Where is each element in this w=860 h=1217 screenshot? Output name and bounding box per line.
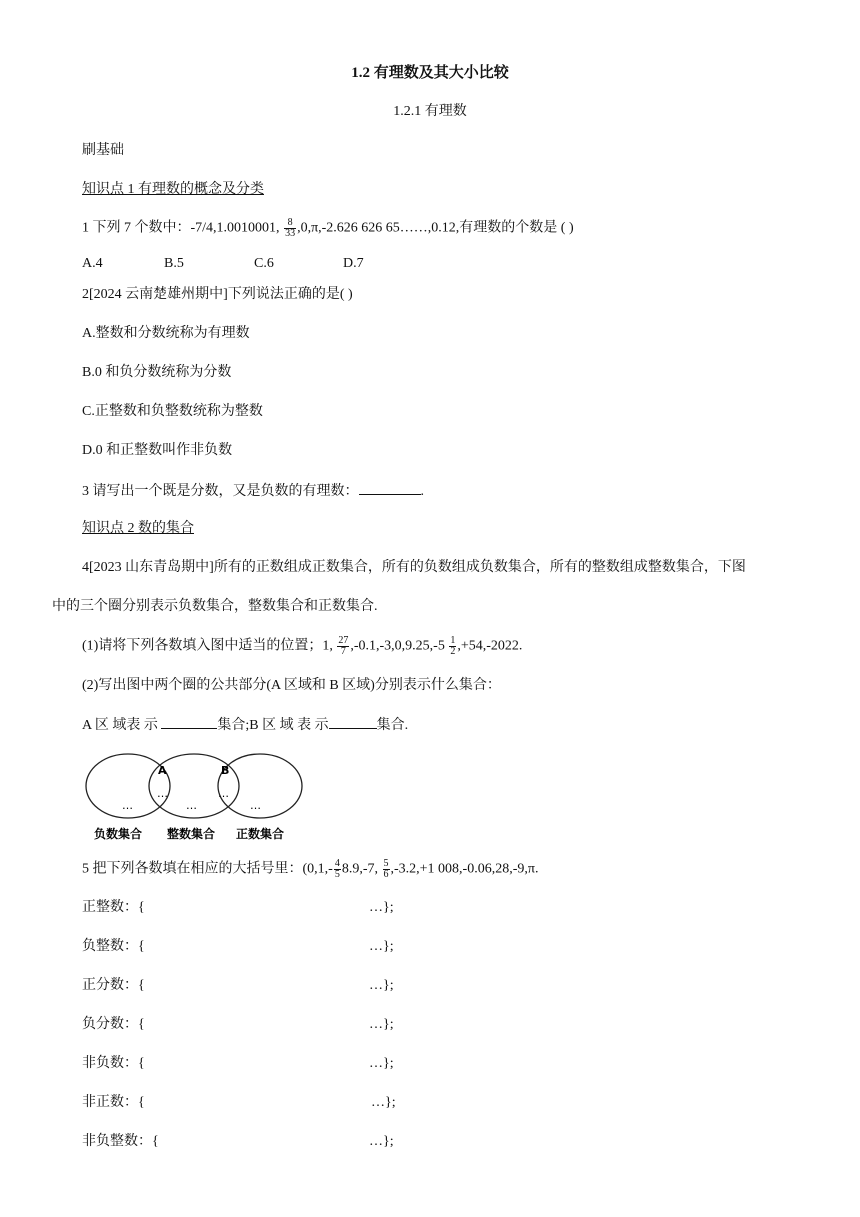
- question-4-stem-line1: 4[2023 山东青岛期中]所有的正数组成正数集合，所有的负数组成负数集合，所有的整数组成整数集合，下图: [82, 560, 746, 575]
- part-1-prefix: (1)请将下列各数填入图中适当的位置；1,: [82, 638, 333, 654]
- question-2-option-a: A.整数和分数统称为有理数: [82, 326, 250, 341]
- set-row-positive-fraction: [82, 977, 412, 995]
- question-2-option-d: D.0 和正整数叫作非负数: [82, 443, 233, 458]
- question-4-part-2: (2)写出图中两个圈的公共部分(A 区域和 B 区域)分别表示什么集合：: [82, 678, 501, 693]
- answer-a-label: A 区 域表 示: [82, 718, 158, 733]
- option-c: C.6: [254, 256, 274, 271]
- set-label: 非负数：{: [82, 1056, 145, 1071]
- fraction-numerator: 1: [450, 635, 456, 646]
- answer-b-end: 集合.: [376, 718, 409, 733]
- answer-blank: [359, 482, 421, 495]
- question-2-stem: 2[2024 云南楚雄州期中]下列说法正确的是( ): [82, 287, 353, 302]
- question-4-part-1: [82, 636, 522, 657]
- answer-a-end: 集合;B 区 域 表 示: [217, 718, 329, 733]
- set-close: …};: [369, 1017, 394, 1032]
- fraction-numerator: 8: [284, 218, 296, 229]
- fraction-denominator: 7: [340, 646, 346, 657]
- option-a: A.4: [82, 256, 103, 271]
- set-row-non-negative: [82, 1055, 412, 1073]
- set-row-negative-fraction: [82, 1016, 412, 1034]
- question-1-suffix: ,0,π,-2.626 626 65……,0.12,有理数的个数是 ( ): [297, 220, 574, 236]
- question-5-suffix: ,-3.2,+1 008,-0.06,28,-9,π.: [390, 861, 539, 877]
- set-close: …};: [369, 900, 394, 915]
- question-1-options: [82, 255, 482, 273]
- fraction-1-2: [449, 636, 456, 657]
- knowledge-point-1: 知识点 1 有理数的概念及分类: [82, 182, 264, 197]
- set-close: …};: [369, 1056, 394, 1071]
- set-close: …};: [369, 939, 394, 954]
- set-label: 非负整数：{: [82, 1134, 159, 1149]
- question-1-prefix: 1 下列 7 个数中：-7/4,1.0010001,: [82, 220, 280, 236]
- positive-dots: …: [250, 799, 261, 812]
- knowledge-point-2: 知识点 2 数的集合: [82, 521, 194, 536]
- region-b-label: B: [221, 764, 230, 777]
- set-row-positive-integer: [82, 899, 412, 917]
- set-label: 负整数：{: [82, 939, 145, 954]
- set-label: 正整数：{: [82, 900, 145, 915]
- negative-dots: …: [122, 799, 133, 812]
- fraction-27-7: [337, 636, 349, 657]
- option-d: D.7: [343, 256, 364, 271]
- set-row-non-negative-integer: [82, 1133, 412, 1151]
- label-positive-set: 正数集合: [236, 827, 285, 841]
- region-b-dots: …: [218, 787, 229, 800]
- label-integer-set: 整数集合: [167, 827, 216, 841]
- question-3-stem: 3 请写出一个既是分数，又是负数的有理数：: [82, 484, 359, 499]
- page-title: 1.2 有理数及其大小比较: [351, 65, 509, 81]
- question-1-stem: [82, 218, 574, 239]
- fraction-denominator: 5: [334, 869, 340, 880]
- part-1-mid: ,-0.1,-3,0,9.25,-5: [350, 638, 445, 654]
- fraction-denominator: 6: [383, 869, 389, 880]
- fraction-8-33: [284, 218, 296, 239]
- set-close: …};: [369, 978, 394, 993]
- question-2-option-b: B.0 和负分数统称为分数: [82, 365, 232, 380]
- set-row-negative-integer: [82, 938, 412, 956]
- answer-b-blank: [329, 716, 377, 729]
- question-5-stem: [82, 859, 538, 880]
- question-2-option-c: C.正整数和负整数统称为整数: [82, 404, 263, 419]
- region-a-dots: …: [157, 787, 168, 800]
- set-label: 负分数：{: [82, 1017, 145, 1032]
- set-close: …};: [371, 1095, 396, 1110]
- question-3-end: .: [420, 484, 424, 499]
- venn-diagram: [80, 752, 310, 847]
- answer-a-blank: [161, 716, 217, 729]
- fraction-numerator: 27: [338, 635, 349, 646]
- question-3: [82, 482, 424, 501]
- fraction-denominator: 2: [450, 646, 456, 657]
- question-5-mid: 8.9,-7,: [341, 861, 378, 877]
- section-label: 刷基础: [82, 143, 124, 158]
- fraction-4-5: [334, 859, 341, 880]
- part-1-suffix: ,+54,-2022.: [457, 638, 523, 654]
- fraction-5-6: [383, 859, 390, 880]
- option-b: B.5: [164, 256, 184, 271]
- section-subtitle: 1.2.1 有理数: [393, 104, 467, 119]
- question-5-prefix: 5 把下列各数填在相应的大括号里：(0,1,-: [82, 861, 333, 877]
- fraction-denominator: 33: [285, 228, 296, 239]
- label-negative-set: 负数集合: [94, 827, 143, 841]
- set-row-non-positive: [82, 1094, 412, 1112]
- set-label: 非正数：{: [82, 1095, 145, 1110]
- integer-dots: …: [186, 799, 197, 812]
- region-a-label: A: [158, 764, 167, 777]
- set-label: 正分数：{: [82, 978, 145, 993]
- set-close: …};: [369, 1134, 394, 1149]
- fraction-numerator: 5: [383, 858, 389, 869]
- question-4-stem-line2: 中的三个圈分别表示负数集合，整数集合和正数集合.: [52, 599, 378, 614]
- question-4-answers: [82, 716, 408, 735]
- fraction-numerator: 4: [334, 858, 340, 869]
